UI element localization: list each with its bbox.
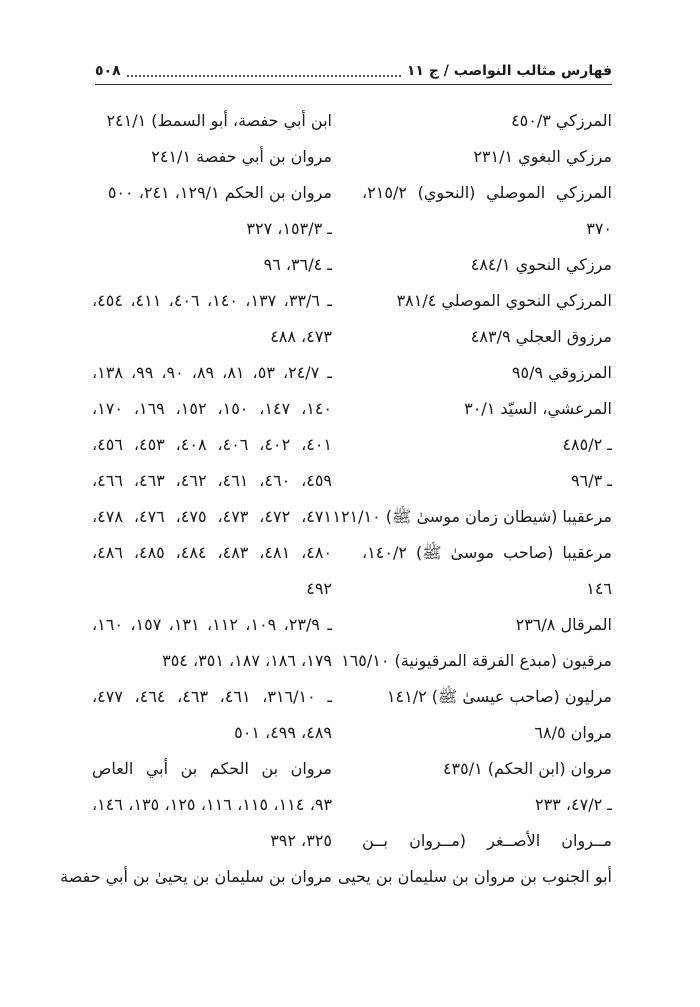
index-entry-line: ١٤٦: [586, 579, 612, 598]
index-entry-line: ـ ٤٨٥/٢: [562, 435, 612, 454]
index-entry-line: المرزكي ٤٥٠/٣: [511, 111, 612, 130]
page-number: ٥٠٨: [95, 63, 121, 79]
index-entry-line: ٤٧١، ٤٧٢، ٤٧٣، ٤٧٥، ٤٧٦، ٤٧٨،: [92, 507, 332, 526]
index-entry-line: ـ ٣١٦/١٠، ٤٦١، ٤٦٣، ٤٦٤، ٤٧٧،: [92, 687, 332, 706]
index-entry-line: مرعقيبا (صاحب موسىٰ ﷺ) ١٤٠/٢،: [362, 543, 612, 562]
index-entry-line: ٤٩٢: [306, 579, 332, 598]
index-entry-line: ـ ٤٧/٢، ٢٣٣: [535, 795, 612, 814]
index-entry-line: ـ ٣٣/٦، ١٣٧، ١٤٠، ٤٠٦، ٤١١، ٤٥٤،: [92, 291, 332, 310]
index-entry-line: ٤٨٩، ٤٩٩، ٥٠١: [234, 723, 332, 742]
index-entry-line: ٣٧٠: [586, 219, 612, 238]
index-entry-line: مروان (ابن الحكم) ٤٣٥/١: [442, 759, 612, 778]
index-entry-line: ـ ٢٣/٩، ١٠٩، ١١٢، ١٣١، ١٥٧، ١٦٠،: [92, 615, 332, 634]
dotted-leader: [127, 65, 401, 77]
index-entry-line: مرقيون (مبدع الفرقة المرقيونية) ١٦٥/١٠: [341, 651, 612, 670]
index-entry-line: مروان بن سليمان بن يحيىٰ بن أبي حفصة: [60, 867, 332, 886]
index-entry-line: مروان بن الحكم بن أبي العاص: [92, 759, 332, 778]
index-entry-line: ـ ١٥٣/٣، ٣٢٧: [246, 219, 332, 238]
index-entry-line: ابن أبي حفصة، أبو السمط) ٢٤١/١: [106, 111, 332, 130]
index-entry-line: ـ ٢٤/٧، ٥٣، ٨١، ٨٩، ٩٠، ٩٩، ١٣٨،: [92, 363, 332, 382]
index-entry-line: ٤٨٠، ٤٨١، ٤٨٣، ٤٨٤، ٤٨٥، ٤٨٦،: [92, 543, 332, 562]
index-entry-line: ـ ٩٦/٣: [571, 471, 612, 490]
index-entry-line: ـ ٣٦/٤، ٩٦: [263, 255, 332, 274]
index-entry-line: مرليون (صاحب عيسىٰ ﷺ) ١٤١/٢: [386, 687, 612, 706]
index-entry-line: ٩٣، ١١٤، ١١٥، ١١٦، ١٢٥، ١٣٥، ١٤٦،: [92, 795, 332, 814]
index-entry-line: مروان ٦٨/٥: [534, 723, 612, 742]
index-entry-line: ١٤٠، ١٤٧، ١٥٠، ١٥٢، ١٦٩، ١٧٠،: [92, 399, 332, 418]
index-entry-line: المرزكي النحوي الموصلي ٣٨١/٤: [396, 291, 612, 310]
index-entry-line: مــروان الأصــغر (مــروان بــن: [362, 831, 612, 850]
index-column-right: [332, 103, 612, 895]
running-header: [95, 58, 612, 85]
index-entry-line: أبو الجنوب بن مروان بن سليمان بن يحيى: [337, 867, 612, 886]
index-entry-line: مروان بن الحكم ١٢٩/١، ٢٤١، ٥٠٠: [107, 183, 332, 202]
index-entry-line: مرعقيبا (شيطان زمان موسىٰ ﷺ) ١٢١/١٠: [332, 507, 612, 526]
index-entry-line: المرقال ٢٣٦/٨: [515, 615, 612, 634]
index-entry-line: ٤٠١، ٤٠٢، ٤٠٦، ٤٠٨، ٤٥٣، ٤٥٦،: [92, 435, 332, 454]
index-entry-line: ٣٢٥، ٣٩٢: [270, 831, 332, 850]
header-title: فهارس مثالب النواصب / ج ١١: [406, 63, 612, 79]
index-entry-line: ٤٧٣، ٤٨٨: [270, 327, 332, 346]
index-entry-line: ١٧٩، ١٨٦، ١٨٧، ٣٥١، ٣٥٤: [162, 651, 332, 670]
index-entry-line: مروان بن أبي حفصة ٢٤١/١: [151, 147, 332, 166]
index-entry-line: مرزكي البغوي ٢٣١/١: [473, 147, 612, 166]
index-column-left: [60, 103, 332, 895]
index-entry-line: المرزكي الموصلي (النحوي) ٢١٥/٢،: [362, 183, 612, 202]
index-entry-line: المرعشي، السيّد ٣٠/١: [464, 399, 612, 418]
index-entry-line: مرزكي النحوي ٤٨٤/١: [470, 255, 612, 274]
index-entry-line: مرزوق العجلي ٤٨٣/٩: [470, 327, 612, 346]
index-entry-line: ٤٥٩، ٤٦٠، ٤٦١، ٤٦٢، ٤٦٣، ٤٦٦،: [92, 471, 332, 490]
index-entry-line: المرزوقي ٩٥/٩: [511, 363, 612, 382]
